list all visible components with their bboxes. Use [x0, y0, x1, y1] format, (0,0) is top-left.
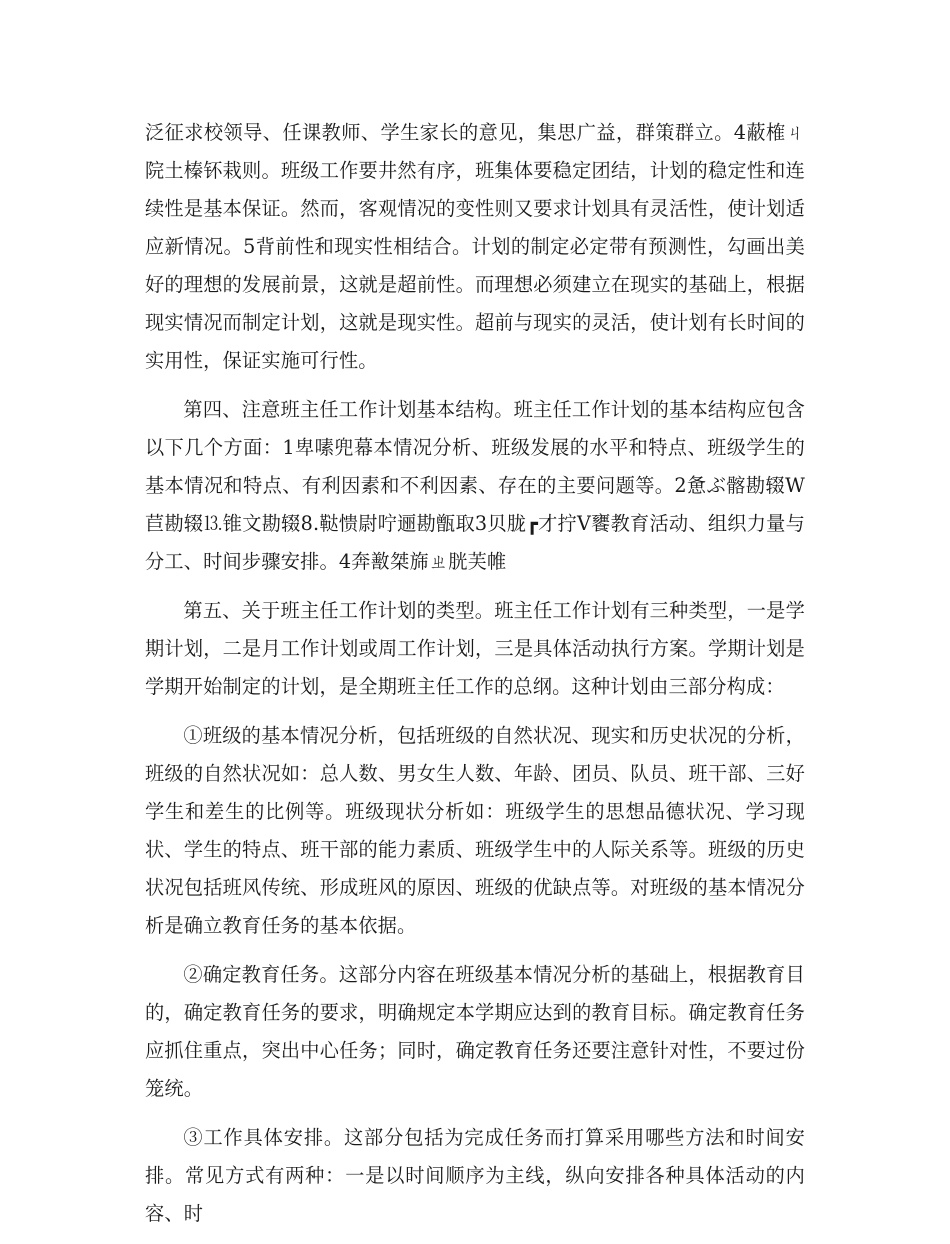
paragraph-1: 泛征求校领导、任课教师、学生家长的意见，集思广益，群策群立。4蔽榷ㄐ院土榛钚栽则。班级工作要井然有序，班集体要稳定团结，计划的稳定性和连续性是基本保证。然而，客观情况的变性则又要求计划具有灵活性，使计划适应新情况。5背前性和现实性相结合。计划的制定必定带有预测性，勾画出美好的理想的发展前景，这就是超前性。而理想必须建立在现实的基础上，根据现实情况而制定计划，这就是现实性。超前与现实的灵活，使计划有长时间的实用性，保证实施可行性。	[145, 121, 805, 372]
paragraph-5: ②确定教育任务。这部分内容在班级基本情况分析的基础上，根据教育目的，确定教育任务的要求，明确规定本学期应达到的教育目标。确定教育任务应抓住重点，突出中心任务；同时，确定教育任务还要注意针对性，不要过份笼统。	[145, 963, 805, 1100]
paragraph-2: 第四、注意班主任工作计划基本结构。班主任工作计划的基本结构应包含以下几个方面：1卑嗉兜幕本情况分析、班级发展的水平和特点、班级学生的基本情况和特点、有利因素和不利因素、存在的主要问题等。2惫ぶ髂勘辍W苣勘辍⒔锥文勘辍8.鞑愦尉咛逦勘甑取3贝胧┏才拧Ⅴ饔教育活动、组织力量与分工、时间步骤安排。4奔敾桀旆ㄓ胱芙帷	[145, 398, 805, 573]
paragraph-4: ①班级的基本情况分析，包括班级的自然状况、现实和历史状况的分析，班级的自然状况如：总人数、男女生人数、年龄、团员、队员、班干部、三好学生和差生的比例等。班级现状分析如：班级学生的思想品德状况、学习现状、学生的特点、班干部的能力素质、班级学生中的人际关系等。班级的历史状况包括班风传统、形成班风的原因、班级的优缺点等。对班级的基本情况分析是确立教育任务的基本依据。	[145, 724, 805, 937]
document-body	[145, 114, 805, 1244]
paragraph-6: ③工作具体安排。这部分包括为完成任务而打算采用哪些方法和时间安排。常见方式有两种：一是以时间顺序为主线，纵向安排各种具体活动的内容、时	[145, 1126, 805, 1225]
paragraph-3: 第五、关于班主任工作计划的类型。班主任工作计划有三种类型，一是学期计划，二是月工作计划或周工作计划，三是具体活动执行方案。学期计划是学期开始制定的计划，是全期班主任工作的总纲。这种计划由三部分构成：	[145, 599, 805, 698]
